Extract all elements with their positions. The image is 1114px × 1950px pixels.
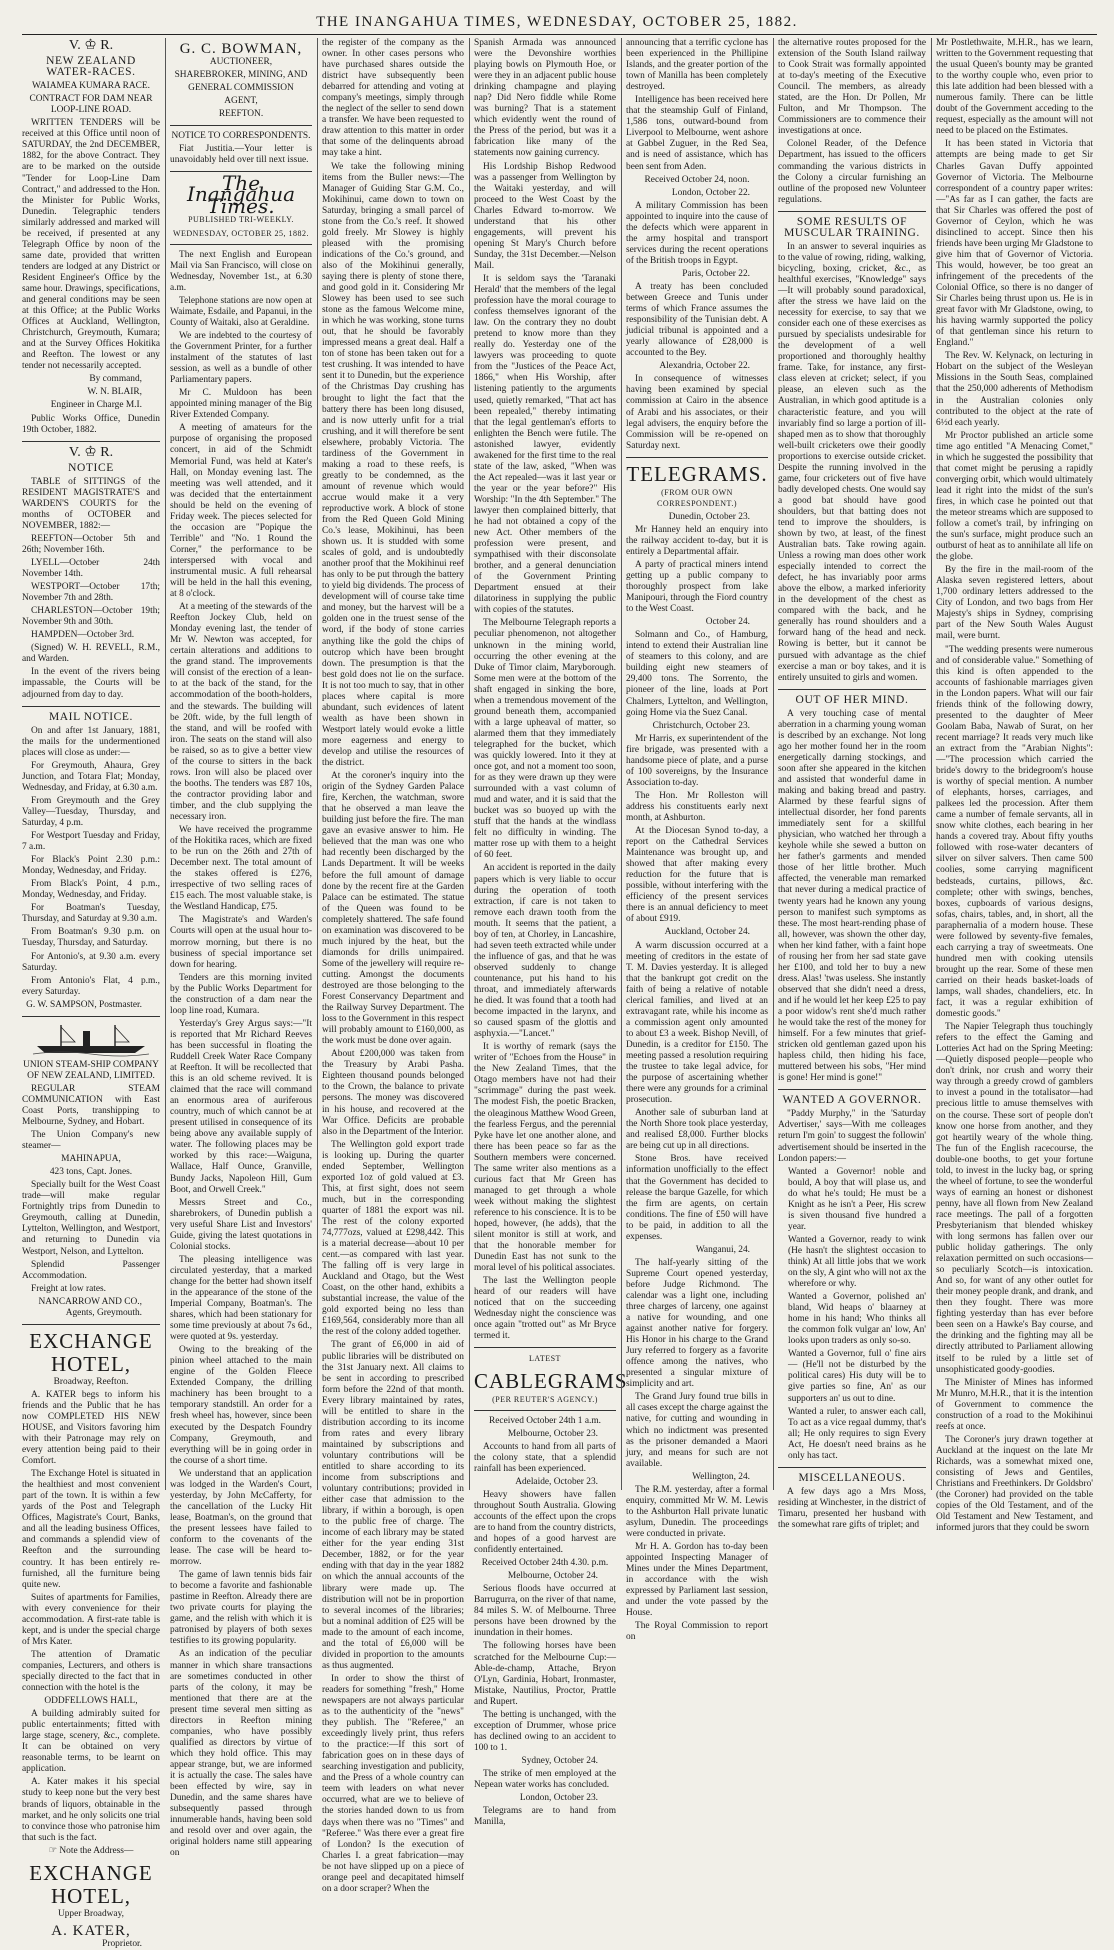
dateline: Melbourne, October 23.	[507, 1428, 598, 1439]
centered-line: CONTRACT FOR DAM NEAR LOOP-LINE ROAD.	[29, 94, 153, 116]
paragraph: Accounts to hand from all parts of the colony state, that a splendid rainfall has been experienced.	[474, 1441, 616, 1474]
verse-stanza: Wanted a Governor, polished an' bland, Wid heaps o' blaarney at home in his hand; Who thinks all the common folk vulgar an' low, An' looks upon traders as only so-so.	[788, 1292, 926, 1347]
dateline: Adelaide, October 23.	[515, 1476, 598, 1487]
paragraph: In consequence of witnesses having been examined by special commission at Cairo in the absence of Arabi and his associates, or their legal advisers, the enquiry before the Commission will be re-opened on Saturday next.	[626, 374, 768, 451]
paragraph: The Exchange Hotel is situated in the healthiest and most convenient part of the town. It is within a few yards of the Post and Telegraph Offices, Magistrate's Court, Banks, and all the leading business Offices, and commands a splendid view of Reefton and the surrounding country. It has been entirely re-furnished, all the furniture being quite new.	[22, 1469, 160, 1590]
section-rule	[778, 689, 926, 690]
paragraph: The Royal Commission to report on	[626, 1621, 768, 1643]
dateline: Auckland, October 24.	[664, 927, 750, 938]
dateline: Sydney, October 24.	[521, 1755, 598, 1766]
section-rule	[22, 1324, 160, 1325]
paragraph: It is worthy of remark (says the writer of "Echoes from the House" in the New Zealand Times, that the Otago members have not had their "scrimmage" during the past week. The modest Fish, the poetic Bracken, the oleaginous Matthew Wood Green, the fearless Fergus, and the perennial Pyke have let one another alone, and there has been peace so far as the Southern members were concerned. The same writer also mentions as a curious fact that Mr Green has managed to get through a whole week without making the slightest reference to his conscience. It is to be hoped, however, (he adds), that the silent monitor is still at work, and that the honorable member for Dunedin East has not sunk to the moral level of his political associates.	[474, 1042, 617, 1274]
paragraph: WESTPORT—October 17th; November 7th and 28th.	[22, 582, 160, 604]
centered-line: REEFTON.	[218, 109, 264, 120]
paragraph: Mr Harris, ex superintendent of the fire brigade, was presented with a handsome piece of plate, and a purse of 100 sovereigns, by the Insurance Association to-day.	[626, 733, 768, 788]
signature-line: NANCARROW AND CO., Agents, Greymouth.	[38, 1296, 142, 1318]
centered-line: Received October 24, noon.	[644, 174, 750, 185]
paragraph: We have received the programme of the Hokitika races, which are fixed to be run on the 26th and 27th of December next. The total amount of the stakes offered is £276, irrespective of two selling races of £15 each. The most valuable stake, is the Westland Handicap, £75.	[170, 825, 312, 913]
paragraph: A warm discussion occurred at a meeting of creditors in the estate of T. M. Davies yesterday. It is alleged that the bankrupt got credit on the faith of being a relative of notable clerical families, and lived at an extravagant rate, while his income as a commission agent only amounted to about £3 a week. Bishop Nevill, of Dunedin, is a creditor for £150. The meeting passed a resolution requiring the trustee to take legal advice, for the purpose of ascertaining whether there were any grounds for a criminal prosecution.	[626, 940, 768, 1106]
paragraph: For Boatman's Tuesday, Thursday, and Saturday at 9.30 a.m.	[22, 903, 160, 925]
column-divider	[469, 38, 470, 1490]
paragraph: the register of the company as the owner. In other cases persons who have purchased shares outside the district have subsequently been debarred for attending and voting at company's meetings, simply through the neglect of the seller to send down a transfer. We have been requested to draw attention to this matter in order that some of the delinquents abroad may take a hint.	[322, 38, 464, 159]
paragraph: Mr H. A. Gordon has to-day been appointed Inspecting Manager of Mines under the Mines Department, in accordance with the wish expressed by Parliament last session, and under the vote passed by the House.	[626, 1542, 768, 1619]
signature-line: W. N. BLAIR,	[87, 387, 142, 398]
paragraph: The attention of Dramatic companies, Lecturers, and others is specially directed to the fact that in connection with the hotel is the	[22, 1649, 160, 1694]
column-7	[936, 38, 1093, 1534]
column-3	[322, 38, 464, 1894]
centered-line: UNION STEAM-SHIP COMPANY OF NEW ZEALAND, LIMITED.	[23, 1059, 159, 1081]
subheading: (FROM OUR OWN CORRESPONDENT.)	[656, 487, 738, 508]
paragraph: The R.M. yesterday, after a formal enquiry, committed Mr W. M. Lewis to the Ashburton Hall private lunatic asylum, Dunedin. The proceedings were conducted in private.	[626, 1484, 768, 1539]
paragraph: At the Diocesan Synod to-day, a report on the Cathedral Services Maintenance was brought up, and showed that after making every reduction for the future that is possible, without interfering with the efficiency of the present services there is an annual deficiency to meet of about £919.	[626, 826, 768, 925]
section-rule	[170, 125, 312, 126]
paragraph: Another sale of suburban land at the North Shore took place yesterday, and realised £8,000. Further blocks are being cut up in all directions.	[626, 1108, 768, 1152]
paragraph: The next English and European Mail via San Francisco, will close on Wednesday, November 1st., at 6.30 a.m.	[170, 249, 312, 293]
centered-line: GENERAL COMMISSION	[188, 83, 294, 94]
paragraph: The pleasing intelligence was circulated yesterday, that a marked change for the better had shown itself in the appearance of the stone of the Imperial Company, Boatman's. The shares, which had been stationary for some time previously at about 7s 6d., were quoted at 9s. yesterday.	[170, 1254, 312, 1343]
dateline: Wellington, 24.	[692, 1471, 750, 1482]
paragraph: REGULAR STEAM COMMUNICATION with East Coast Ports, transhipping to Melbourne, Sydney, and Hobart.	[22, 1083, 160, 1127]
royal-crest-icon: V. ♔ R.	[68, 444, 114, 460]
verse-stanza: Wanted a Governor, full o' fine airs— (He'll not be disturbed by the political cares) His duty will be to give parties so fine, An' as our supporters an' us out to dine.	[788, 1349, 926, 1404]
verse-stanza: Wanted a ruler, to answer each call, To act as a vice regaal dummy, that's all; He only requires to sign Every Act, He doesn't need brains as he only has tact.	[788, 1406, 926, 1461]
subheading: (PER REUTER'S AGENCY.)	[492, 1394, 598, 1404]
paragraph: the alternative routes proposed for the extension of the South Island railway to Cook Strait was formally appointed at to-day's meeting of the Executive Council. The members, as already stated, are the Hon. Dr Pollen, Mr Fulton, and Mr Thompson. The Commissioners are to commence their investigations at once.	[778, 38, 926, 137]
centered-line: AGENT,	[224, 96, 258, 107]
dateline: London, October 23.	[519, 1793, 598, 1804]
paragraph: The Rev. W. Kelynack, on lecturing in Hobart on the subject of the Wesleyan Missions in the South Seas, complained that the 250,000 adherents of Methodism in the Australian colonies only contributed to the object at the rate of 6½d each yearly.	[936, 351, 1093, 428]
paragraph: The Magistrate's and Warden's Courts will open at the usual hour to-morrow morning, but there is no business of special importance set down for hearing.	[170, 915, 312, 970]
dateline: Wanganui, 24.	[695, 1244, 750, 1255]
column-2	[170, 38, 312, 1859]
paragraph: "Paddy Murphy," in the 'Saturday Advertiser,' says—With me colleages return I'm goin' to suggest the followin' advertisement should be inserted in the London papers:—	[778, 1109, 926, 1164]
paragraph: Spanish Armada was announced were the Devonshire worthies playing bowls on Plymouth Hoe, or were they in an adjacent public house drinking champagne and playing nap? Did Nero fiddle while Rome was burning? That is a statement which evidently went the round of the Press of the period, but was it a fabrication like many of the statements now gaining currency.	[474, 38, 616, 159]
section-heading: MAIL NOTICE.	[48, 710, 134, 723]
column-divider	[931, 38, 932, 1490]
paragraph: The Melbourne Telegraph reports a peculiar phenomenon, not altogether unknown in the mining world, occurring the other evening at the Duke of Timor claim, Maryborough. Some men were at the bottom of the shaft engaged in sinking the bore, when a tremendous movement of the ground beneath them, accompanied with a large upheaval of matter, so alarmed them that they immediately telegraphed for the bucket, which was quickly lowered. Into it they at once got, and not a moment too soon, for as they were drawn up they were surrounded with a vast column of mud and water, and it is said that the bucket was so buoyed up with the stuff that the hands at the windlass felt no difficulty in winding. The matter rose up with them to a height of 60 feet.	[474, 618, 616, 861]
paragraph: In an answer to several inquiries as to the value of rowing, riding, walking, bicycling, boxing, cricket, &c., as healthful exercises, "Knowledge" says—It will probably sound paradoxical, after the stress we have laid on the necessity for exercise, to say that we consider each one of these exercises as pursued by specialists undesirable for the development of a well proportioned and thoroughly healthy frame. Take, for instance, any first-class eleven at cricket; select, if you please, an eleven such as the Australian, in which good aptitude is a characteristic feature, and you will invariably find so large a portion of ill-shaped men as to show that thoroughly well-built cricketers owe their goodly proportions to exercise outside cricket. Despite the running involved in the game, four cricketers out of five have badly developed chests. One would say a good bat should have good shoulders, but that batting does not tend to improve the shoulders, is shown by two, at least, of the finest Australian bats. Take rowing again. Unless a rowing man does other work especially intended to correct the defect, he has invariably poor arms above the elbow, a marked inferiority in the development of the chest as compared with the back, and he generally has round shoulders and a forward hang of the head and neck. Rowing is better, but it cannot be pursued with advantage as the chief exercise a man or boy takes, and it is entirely unsuited to girls and women.	[778, 241, 926, 683]
paragraph: Solmann and Co., of Hamburg, intend to extend their Australian line of steamers to this colony, and are building eight new steamers of 29,400 tons. The Sorrento, the pioneer of the line, loads at Port Chalmers, Lyttelton, and Wellington, going Home via the Suez Canal.	[626, 630, 768, 718]
centered-line: Upper Broadway,	[57, 1908, 125, 1919]
paragraph: Public Works Office, Dunedin 19th October, 1882.	[22, 413, 160, 435]
centered-line: 423 tons, Capt. Jones.	[49, 1167, 133, 1178]
paragraph: (Signed) W. H. REVELL, R.M., and Warden.	[22, 643, 160, 665]
section-heading: WANTED A GOVERNOR.	[782, 1094, 922, 1107]
section-rule	[170, 244, 312, 245]
column-1	[22, 38, 160, 1949]
paragraph: Mr Postlethwaite, M.H.R., has we learn, written to the Government requesting that the usual Queen's bounty may be granted to the worthy couple who, even prior to this late addition had been blessed with a numerous family. There can be little doubt of the Government acceding to the request, especially as the amount will not need to be placed on the Estimates.	[936, 38, 1093, 137]
paragraph: Splendid Passenger Accommodation.	[22, 1259, 160, 1281]
dateline: London, October 22.	[671, 187, 750, 198]
paragraph: Owing to the breaking of the pinion wheel attached to the main engine of the Golden Fleece Extended Company, the drilling machinery has been brought to a temporary standstill. An order for a fresh wheel has, however, since been executed by the Despatch Foundry Company, Greymouth, and everything will be in going order in the course of a short time.	[170, 1345, 312, 1466]
paragraph: From Black's Point, 4 p.m., Monday, Wednesday, and Friday.	[22, 879, 160, 901]
big-heading: TELEGRAMS.	[626, 461, 768, 486]
paragraph: Heavy showers have fallen throughout South Australia. Glowing accounts of the effect upon the crops are to hand from the country districts, and hopes of a good harvest are confidently entertained.	[474, 1489, 616, 1556]
paragraph: Fiat Justitia.—Your letter is unavoidably held over till next issue.	[170, 144, 312, 166]
paragraph: The Hon. Mr Rolleston will address his constituents early next month, at Ashburton.	[626, 790, 768, 823]
paragraph: Mr Hanney held an enquiry into the railway accident to-day, but it is entirely a Departmental affair.	[626, 524, 768, 557]
medium-heading: A. KATER,	[51, 1922, 131, 1939]
paragraph: A. KATER begs to inform his friends and the Public that he has now COMPLETED HIS NEW HOUSE, and Visitors favoring him with their Patronage may rely on every attention being paid to their Comfort.	[22, 1389, 160, 1467]
paragraph: Yesterday's Grey Argus says:—"It is reported that Mr Richard Reeves has been successful in floating the Ruddell Creek Water Race Company at Reefton. It will be recollected that this is an old scheme revived. It is claimed that the race will command an enormous area of auriferous country, much of which cannot be at present utilised in consequence of its being above any available supply of water. The following places may be worked by this race:—Waiguna, Wallace, Half Ounce, Granville, Bundy Jacks, Napoleon Hill, Gum Boot, and Orwell Creek."	[170, 1018, 312, 1195]
centered-line: NOTICE TO CORRESPONDENTS.	[171, 131, 311, 142]
column-divider	[621, 38, 622, 1490]
paragraph: At a meeting of the stewards of the Reefton Jockey Club, held on Monday evening last, the tender of Mr W. Newton was accepted, for certain alterations and additions to the grand stand. The improvements will consist of the erection of a lean-to at the back of the stand, for the accommodation of the booth-holders, and the stewards. The building will be 20ft. wide, by the full length of the stand, and will be roofed with iron. The seats on the stand will also be raised, so as to give a better view of the course to sitters in the back rows. Iron will also be placed over the booths. The tenders was £87 10s, the contractor providing labor and timber, and the club supplying the necessary iron.	[170, 602, 312, 822]
signature-line: Proprietor.	[102, 1938, 142, 1949]
paragraph: Intelligence has been received here that the steamship Gulf of Finland, 1,586 tons, outward-bound from Liverpool to Melbourne, went ashore at Gabbel Zuguer, in the Red Sea, and is need of assistance, which has been sent from Aden.	[626, 95, 768, 172]
paragraph: HAMPDEN—October 3rd.	[31, 630, 135, 641]
paragraph: The Wellington gold export trade is looking up. During the quarter ended September, Wellington exported 1oz of gold valued at £3. This, at first sight, does not seem much, but in the corresponding quarter of 1881 the export was nil. The rest of the colony exported 74,777ozs, valued at £298,442. This is a material decrease—about 10 per cent.—as compared with last year. The falling off is very large in Auckland and Otago, but the West Coast, on the other hand, exhibits a substantial increase, the value of the gold exported being no less than £169,564, considerably more than all the rest of the colony added together.	[322, 1139, 464, 1338]
dateline: Christchurch, October 23.	[652, 720, 750, 731]
paragraph: A few days ago a Mrs Moss, residing at Winchester, in the district of Timaru, presented her husband with the somewhat rare gifts of triplet; and	[778, 1486, 926, 1530]
paragraph: His Lordship Bishop Redwood was a passenger from Wellington by the Waitaki yesterday, and will proceed to the West Coast by the Charles Edward to-morrow. We understand that his other engagements, will prevent his opening St Mary's Church before Sunday, the 31st December.—Nelson Mail.	[474, 161, 616, 271]
paragraph: "The wedding presents were numerous and of considerable value." Something of this kind is often appended to the accounts of fashionable marriages given in the London papers. What will our fair friends think of the following dowry, presented to the daughter of Meer Goolam Baba, Nawab of Surat, on her recent marriage? It reads very much like an extract from the "Arabian Nights":—"The procession which carried the bride's dowry to the bridegroom's house is worthy of special mention. A number of elephants, horses, carriages, and palkees led the procession. After them came a number of female servants, all in snow white clothes, each bearing in her hands a covered tray. About fifty youths followed with rose-water decanters of silver on silver salvers. Then came 500 coolies, some carrying magnificent bedsteads, curtains, pillows, &c. complete; other with swings, benches, boxes, cupboards of various designs, sofas, chairs, tables, and, in short, all the paraphernalia of a modern house. These were followed by seventy-five females, each carrying a tray of sweetmeats. One hundred men with cooking utensils brought up the rear. Some of these men carried on their heads basket-loads of lamps, wall shades, chandeliers, etc. In fact, it was a regular exhibition of domestic goods."	[936, 644, 1093, 1020]
centered-line: Received October 24th 4.30. p.m.	[481, 1558, 609, 1569]
column-6	[778, 38, 926, 1530]
subheading: WEDNESDAY, OCTOBER 25, 1882.	[172, 228, 310, 238]
paragraph: Messrs Street and Co., sharebrokers, of Dunedin publish a very useful Share List and Investors' Guide, giving the latest quotations in Colonial stocks.	[170, 1197, 312, 1252]
paragraph: TABLE of SITTINGS of the RESIDENT MAGISTRATE'S and WARDEN'S COURTS for the months of OCTOBER and NOVEMBER, 1882:—	[22, 476, 160, 531]
paragraph: CHARLESTON—October 19th; November 9th and 30th.	[22, 606, 160, 628]
paragraph: Tenders are this morning invited by the Public Works Department for the construction of a dam near the loop line road, Kumara.	[170, 972, 312, 1016]
dateline: Melbourne, October 24.	[507, 1571, 598, 1582]
paragraph: In the event of the rivers being impassable, the Courts will be adjourned from day to day.	[22, 667, 160, 700]
paragraph: Serious floods have occurred at Barrugurra, on the river of that name, 84 miles S. W. of Melbourne. Three persons have been drowned by the inundation in their homes.	[474, 1584, 616, 1639]
paragraph: As an indication of the peculiar manner in which share transactions are sometimes conducted in other parts of the colony, it may be mentioned that there are at the present time several men sitting as directors in Reefton mining companies, who have possibly qualified as directors by virtue of which they hold office. This may appear strange, but, we are informed it is actually the case. The sales have been effected by wire, say in Dunedin, and the same shares have subsequently passed through innumerable hands, having been sold and resold over and over again, the original holders name still appearing on	[170, 1649, 312, 1859]
verse-stanza: Wanted a Governor, ready to wink (He hasn't the slightest occasion to think) At all little jobs that we work on the sly, A gint who will not ax the wherefore or why.	[788, 1234, 926, 1290]
paragraph: For Black's Point 2.30 p.m.: Monday, Wednesday, and Friday.	[22, 855, 160, 877]
paragraph: A building admirably suited for public entertainments; fitted with large stage, scenery, &c., complete. It can be obtained on very reasonable terms, to be learnt on application.	[22, 1709, 160, 1775]
paragraph: The half-yearly sitting of the Supreme Court opened yesterday, before Judge Richmond. The calendar was a light one, including three charges of larceny, one against a native for wounding, and one against another native for forgery. His Honor in his charge to the Grand Jury referred to forgery as a favorite offence among the natives, who presented a singular mixture of simplicity and art.	[626, 1257, 768, 1390]
paragraph: It is seldom says the 'Taranaki Herald' that the members of the legal profession have the moral courage to confess themselves ignorant of the law. On the contrary they no doubt pretend to know more than they really do. Yesterday one of the lawyers was proceeding to quote from the "Justices of the Peace Act, 1866," when His Worship, after listening patiently to the arguments used, quietly remarked, "That act has been repealed," thereby intimating that the legal gentleman's efforts to enlighten the Bench were futile. The astonished lawyer, evidently awakened for the first time to the real state of the law, asked, "When was the Act repealed—was it last year or the year or the year before?" His Worship: "In the 4th September." The lawyer then complained bitterly, that he had not obtained a copy of the new Act. Other members of the profession were present, and sympathised with their disconsolate brother, and a general denunciation of the Government Printing Department ensued at their dilatoriness in supplying the public with copies of the statutes.	[474, 273, 616, 616]
big-heading: EXCHANGE HOTEL,	[29, 1860, 153, 1908]
paragraph: From Antonio's Flat, 4 p.m., every Saturday.	[22, 975, 160, 997]
dateline: October 24.	[705, 617, 750, 628]
section-rule	[22, 706, 160, 707]
steamship-icon	[31, 1022, 151, 1056]
paragraph: Mr Proctor published an article some time ago entitled "A Menacing Comet," in which he suggested the possibility that that comet might be perusing a rapidly converging orbit, which would ultimately lead it right into the midst of the sun's fires, in which case he pointed out that the meteor streams which are supposed to follow a comet's trail, by infringing on the sun's surface, might produce such an outburst of heat as to annihilate all life on the globe.	[936, 430, 1093, 563]
paragraph: It has been stated in Victoria that attempts are being made to get Sir Charles Gavan Duffy appointed Governor of Victoria. The Melbourne correspondent of a country paper writes:—"As far as I can gather, the facts are that Sir Charles was offered the post of Governor of Ceylon, which he was disinclined to accept. Since then his friends have been urging Mr Gladstone to give him that of Governor of Victoria. This would, however, be too great an infringement of the precedents of the Colonial Office, so there is no danger of Sir Charles being thrust upon us. He is in great favor with Mr Gladstone, owing, to his having warmly supported the policy of that gentleman since his return to England."	[936, 139, 1093, 349]
paragraph: From Boatman's 9.30 p.m. on Tuesday, Thursday, and Saturday.	[22, 927, 160, 949]
paragraph: The following horses have been scratched for the Melbourne Cup:—Able-de-champ, Attache, Bryon O'Lyn, Gardinia, Hobart, Ironmaster, Mistake, Nautilius, Proctor, Prattle and Rupert.	[474, 1641, 616, 1707]
dateline: Dunedin, October 23.	[668, 511, 750, 522]
dateline: Paris, October 22.	[682, 268, 750, 279]
masthead-rule	[22, 34, 1097, 35]
paragraph: About £200,000 was taken from the Treasury by Arabi Pasha. Eighteen thousand pounds belonged to the Crown, the balance to private persons. The money was discovered in his house, and recovered at the War Office. Deficits are probable also in the Department of the Interior.	[322, 1049, 464, 1137]
column-divider	[773, 38, 774, 1490]
paragraph: The game of lawn tennis bids fair to become a favorite and fashionable pastime in Reefton. Already there are two private courts for playing the game, and the relish with which it is patronised by players of both sexes testifies to its growing popularity.	[170, 1570, 312, 1647]
paragraph: We understand that an application was lodged in the Warden's Court, yesterday, by John McCafferty, for the cancellation of the Lucky Hit lease, Boatman's, on the ground that the present lessees have failed to conform to the covenants of the lease. The case will be heard to-morrow.	[170, 1468, 312, 1568]
paragraph: A party of practical miners intend getting up a public company to thoroughly prospect from lake Manipouri, through the Fiord country to the West Coast.	[626, 559, 768, 615]
section-rule	[22, 441, 160, 442]
medium-heading: G. C. BOWMAN,	[179, 41, 303, 57]
section-rule	[474, 1410, 616, 1411]
column-divider	[165, 38, 166, 1490]
centered-line: ☞ Note the Address—	[48, 1845, 134, 1856]
column-divider	[317, 38, 318, 1490]
signature-line: Engineer in Charge M.I.	[50, 400, 142, 411]
paragraph: A very touching case of mental aberration in a charming young woman is described by an exchange. Not long ago her mother found her in the room energetically darning stockings, and soon after she appeared in the kitchen and assisted that wonderful dame in making and baking bread and pastry. Alarmed by these fearful signs of intellectual disorder, her fond parents immediately sent for a skillful physician, who watched her through a keyhole while she sewed a button on her father's garments and mended those of her little brother. Much affected, the venerable man remarked that never during a medical practice of twenty years had he known any young person to manifest such symptoms as these. The most heart-rending phase of all, however, was shown the other day, when her kind father, with a faint hope of rousing her from her sad state gave her £100, and told her to buy a new dress. Alas! 'twas useless. She instantly observed that she didn't need a dress, and if he would let her keep £25 to pay a poor widow's rent she'd much rather he would take the rest of the money for himself. For a few minutes that grief-stricken old gentleman gazed upon his hapless child, then hiding his face, muttered between his sobs, "Her mind is gone! Her mind is gone!"	[778, 708, 926, 1084]
paragraph: On and after 1st January, 1881, the mails for the undermentioned places will close as under:—	[22, 725, 160, 758]
paragraph: The Minister of Mines has informed Mr Munro, M.H.R., that it is the intention of Government to commence the construction of a road to the Mokihinui reefs at once.	[936, 1377, 1093, 1432]
paragraph: For Westport Tuesday and Friday, 7 a.m.	[22, 831, 160, 853]
section-heading: MISCELLANEOUS.	[798, 1471, 906, 1484]
page-masthead: THE INANGAHUA TIMES, WEDNESDAY, OCTOBER 25, 1882.	[316, 14, 798, 30]
paragraph: An accident is reported in the daily papers which is very liable to occur during the operation of tooth extraction, if care is not taken to remove each drawn tooth from the mouth. It seems that the patient, a boy of ten, at Chorley, in Lancashire, had seven teeth extracted while under the influence of gas, and that he was observed suddenly to change countenance, put his hand to his throat, and immediately afterwards he died. It was found that a tooth had become impacted in the larynx, and so caused spasm of the glottis and asphyxia.—"Lancet."	[474, 863, 616, 1040]
royal-crest-icon: V. ♔ R.	[68, 38, 114, 53]
centered-line: WAIAMEA KUMARA RACE.	[32, 81, 150, 92]
centered-line: MAHINAPUA,	[61, 1154, 121, 1165]
paragraph: By the fire in the mail-room of the Alaska seven registered letters, about 1,700 ordinary letters addressed to the City of London, and two bags from Her Majesty's ships in Sydney, comprising part of the New South Wales August mail, were burnt.	[936, 565, 1093, 642]
paragraph: Telephone stations are now open at Waimate, Esdaile, and Papanui, in the County of Waitaki, also at Geraldine.	[170, 295, 312, 328]
paragraph: From Greymouth and the Grey Valley—Tuesday, Thursday, and Saturday, 4 p.m.	[22, 795, 160, 828]
paragraph: The grant of £6,000 in aid of public libraries will be distributed on the 31st January next. All claims to be sent in according to prescribed form before the 22nd of that month. Every library maintained by rates, will be entitled to share in the distribution according to its income from rates and every library maintained by subscriptions and voluntary contributions will be entitled to share according to its income from subscriptions and voluntary contributions; provided in either case that admission to the library, if within a borough, is open to the public free of charge. The income of each library may be stated either for the year ending 31st December, 1882, or for the year ending with that day in the year 1882 on which the annual accounts of the library were made up. The distribution will not be in proportion to several incomes of the libraries; but a nominal addition of £25 will be made to the amount of each income, and the total of £6,000 will be divided in proportion to the amounts as thus augmented.	[322, 1340, 464, 1671]
paragraph: For Greymouth, Ahaura, Grey Junction, and Totara Flat; Monday, Wednesday, and Friday, at 6.30 a.m.	[22, 760, 160, 793]
paragraph: The Grand Jury found true bills in all cases except the charge against the native, for cutting and wounding in which no indictment was presented as the prisoner demanded a Maori jury, and means for such are not available.	[626, 1392, 768, 1469]
signature-line: G. W. SAMPSON, Postmaster.	[26, 999, 142, 1010]
subheading: LATEST	[529, 1354, 561, 1364]
paragraph: announcing that a terrific cyclone has been experienced in the Phillipine Islands, and the greater portion of the town of Manilla has been completely destroyed.	[626, 38, 768, 93]
section-heading: SOME RESULTS OF MUSCULAR TRAINING.	[784, 215, 920, 239]
paragraph: Colonel Reader, of the Defence Department, has issued to the officers commanding the various districts in the Colony a circular furnishing an outline of the proposed new Volunteer regulations.	[778, 139, 926, 205]
centered-line: Received October 24th 1 a.m.	[489, 1415, 601, 1426]
column-4	[474, 38, 628, 1828]
paragraph: Freight at low rates.	[31, 1283, 106, 1294]
paragraph: Suites of apartments for Families, with every convenience for their accommodation. A first-rate table is kept, and is under the special charge of Mrs Kater.	[22, 1592, 160, 1647]
centered-line: AUCTIONEER,	[209, 57, 273, 68]
paragraph: Telegrams are to hand from Manilla,	[474, 1806, 616, 1828]
paragraph: Specially built for the West Coast trade—will make regular Fortnightly trips from Dunedin to Greymouth, calling at Dunedin, Lyttelton, Wellington, and Westport, and returning to Dunedin via Westport, Nelson, and Lyttelton.	[22, 1180, 160, 1257]
subheading: PUBLISHED TRI-WEEKLY.	[188, 214, 294, 224]
section-heading: OUT OF HER MIND.	[795, 693, 909, 706]
paragraph: The Union Company's new steamer—	[22, 1130, 160, 1152]
paragraph: Mr C. Muldoon has been appointed mining manager of the Big River Extended Company.	[170, 388, 312, 421]
paragraph: For Antonio's, at 9.30 a.m. every Saturday.	[22, 951, 160, 973]
paragraph: REEFTON—October 5th and 26th; November 16th.	[22, 533, 160, 555]
big-heading: EXCHANGE HOTEL,	[29, 1328, 153, 1376]
signature-line: By command,	[89, 374, 142, 385]
centered-line: SHAREBROKER, MINING, AND	[174, 70, 308, 81]
dateline: Alexandria, October 22.	[659, 361, 750, 372]
section-rule	[778, 1089, 926, 1090]
centered-line: ODDFELLOWS HALL,	[44, 1696, 138, 1707]
paragraph: LYELL—October 24th November 14th.	[22, 558, 160, 580]
section-heading: NEW ZEALAND WATER-RACES.	[46, 55, 136, 79]
column-5	[626, 38, 768, 1643]
paragraph: The Coroner's jury drawn together at Auckland at the inquest on the late Mr Richards, was a somewhat mixed one, consisting of Jews and Gentiles, Christians and Freethinkers. Dr Goldsbro' (the Coroner) had provided on the table copies of the Old Testament, and of the Old Testament and New Testament, and informed jurors that they could be sworn	[936, 1434, 1093, 1534]
section-rule	[778, 211, 926, 212]
paragraph: WRITTEN TENDERS will be received at this Office until noon of SATURDAY, the 2nd DECEMBER, 1882, for the above Contract. They are to be marked on the outside "Tender for Loop-Line Dam Contract," and addressed to the Hon. the Minister for Public Works, Dunedin. Telegraphic tenders similarly addressed and marked will be received, if presented at any Telegraph Office by noon of the same date, provided that written tenders are lodged at any District or Resident Engineer's Office by the same hour. Drawings, specifications, and general conditions may be seen at this Office; at the Public Works Offices at Auckland, Wellington, Christchurch, Greymouth, Kumara; and at the Survey Offices Hokitika and Reefton. The lowest or any tender not necessarily accepted.	[22, 118, 160, 372]
paragraph: A. Kater makes it his special study to keep none but the very best brands of liquors, obtainable in the market, and he only solicits one trial to convince those who patronise him that such is the fact.	[22, 1777, 160, 1843]
section-rule	[474, 1347, 616, 1348]
paragraph: The betting is unchanged, with the exception of Drummer, whose price has declined owing to an accident to 100 to 1.	[474, 1709, 616, 1753]
section-rule	[22, 1016, 160, 1017]
section-rule	[778, 1467, 926, 1468]
paragraph: The Napier Telegraph thus touchingly refers to the effect the Gaming and Lotteries Act had on the Spring Meeting:—Quietly disposed people—people who don't drink, nor crush and worry their way through a greedy crowd of gamblers to invest a pound in the totalisator—had precious little to amuse themselves with on the course. These sort of people don't know one horse from another, and they got heartily weary of the whole thing. The fun of the English racecourse, the double-one booths, to get your fortune told, to invest in the lucky bag, or spring the wheel of fortune, to see the wonderful ways of earning an honest or dishonest penny, have all flown from New Zealand race meetings. The pall of a forgotten Presbyterianism that blended whiskey with long sermons has fallen over our public holiday gatherings. The only relaxation permitted on such occasions—so peculiarly Scotch—is intoxication. And so, for want of any other outlet for their money people drank, and drank, and then they fought. There was more fighting yesterday than has ever before been seen on a Hawke's Bay course, and the drinking and the fighting may all be directly attributed to Parliament allowing itself to be ruled by a little set of unsophisticated goody-goodies.	[936, 1022, 1093, 1375]
paragraph: A meeting of amateurs for the purpose of organising the proposed concert, in aid of the Schmidt Memorial Fund, was held at Kater's Hall, on Monday evening last. The meeting was well attended, and it was decided that the entertainment should be held on the evening of Friday week. The pieces selected for the occasion are "Popique the Terrible" and "No. 1 Round the Corner," the performance to be interspersed with vocal and instrumental music. A full rehearsal will be held in the hall this evening, at 8 o'clock.	[170, 423, 312, 600]
paper-nameplate: The Inangahua Times.	[187, 171, 295, 218]
paragraph: The last the Wellington people heard of our readers will have noticed that on the succeeding Wednesday night the conscience was once again "trotted out" as Mr Bryce termed it.	[474, 1276, 616, 1342]
paragraph: At the coroner's inquiry into the origin of the Sydney Garden Palace fire, Kerchen, the watchman, swore that he observed a man leave the building just before the fire. The man gave an evasive answer to him. He believed that the man was one who had recently been discharged by the Lands Department. It will be weeks before the full amount of damage done by the recent fire at the Garden Palace can be estimated. The statue of the Queen was found to be completely shattered. The safe found on examination was discovered to be much injured by the heat, but the diamonds for drills unimpaired. Some of the jewellery will require re-cutting. Amongst the documents destroyed are those belonging to the Forest Conservancy Department and the Railway Survey Department. The loss to the Government in this respect will probably amount to £160,000, as the work must be done over again.	[322, 771, 464, 1047]
paragraph: We are indebted to the courtesy of the Government Printer, for a further instalment of the statutes of last session, as well as a bundle of other Parliamentary papers.	[170, 330, 312, 386]
paragraph: A treaty has been concluded between Greece and Tunis under terms of which France assumes the responsibility of the Tunisian debt. A judicial tribunal is appointed and a yearly allowance of £28,000 is accounted to the Bey.	[626, 281, 768, 359]
paragraph: A military Commission has been appointed to inquire into the cause of the defects which were apparent in the army hospital and transport services during the recent operations of the British troops in Egypt.	[626, 200, 768, 266]
verse-stanza: Wanted a Governor! noble and bould, A boy that will plase us, and do what he's tould; He must be a Knight as he isn't a Peer, His screw is siven thousand five hundred a year.	[788, 1166, 926, 1232]
centered-line: Broadway, Reefton.	[53, 1376, 129, 1387]
paragraph: We take the following mining items from the Buller news:—The Manager of Guiding Star G.M. Co., Mokihinui, came down to town on Saturday, bringing a small parcel of stone from the Co.'s reef. It showed gold freely. Mr Slowey is highly pleased with the promising indications of the Co.'s ground, and also of the Mokihinui generally, saying there is plenty of stone there, and good gold in it. Considering Mr Slowey has been used to see such stone as the famous Welcome mine, in which he was working, stone turns out, that he should be favorably impressed means a great deal. Half a ton of stone has been taken out for a test crushing. It was intended to have sent it to Dunedin, but the experience of the Christmas Day crushing has brought to light the fact that the battery there has been long disused, and is now utterly unfit for a trial crushing, and it will therefore be sent elsewhere, probably Victoria. The tardiness of the Government in making a road to these reefs, is greatly to be condemned, as the amount of revenue which would accrue would make it a very reproductive work. A block of stone from the Red Queen Gold Mining Co.'s lease, Mokihinui, has been shown us. It is studded with some scales of gold, and is undoubtedly another proof that the Mokihinui reef has only to be put through the battery to yield big dividends. The process of development will of course take time and money, but the harvest will be a golden one in the truest sense of the word, if the body of stone carries anything like the gold the chips of outcrop which have been brought down. The presumption is that the best gold does not lie on the surface. It is not too much to say, that in other places where capital is more abundant, such evidences of latent wealth as have been shown in Westport lately would evoke a little more eagerness and energy to develop and utilise the resources of the district.	[322, 161, 464, 769]
section-rule	[626, 457, 768, 458]
big-heading: CABLEGRAMS	[474, 1368, 628, 1393]
paragraph: In order to show the thirst of readers for something "fresh," Home newspapers are not always particular as to the authenticity of the "news" they publish. The "Referee," an exceedingly lively print, thus refers to the practice:—If this sort of fabrication goes on in these days of searching investigation and publicity, and the Press of a whole country can teem with leaders on what never occurred, what are we to believe of the stories handed down to us from days when there was no "Times" and "Referee." Was there ever a great fire of London? Is the execution of Charles I. a great fabrication—may be not have slipped up on a piece of orange peel and decapitated himself on a door scraper? When the	[322, 1673, 464, 1894]
paragraph: Stone Bros. have received information unofficially to the effect that the Government has decided to release the barque Gazelle, for which the firm are agents, on certain conditions. The fine of £50 will have to be paid, in addition to all the expenses.	[626, 1154, 768, 1242]
paragraph: The strike of men employed at the Nepean water works has concluded.	[474, 1768, 616, 1791]
section-heading: NOTICE	[68, 461, 114, 474]
